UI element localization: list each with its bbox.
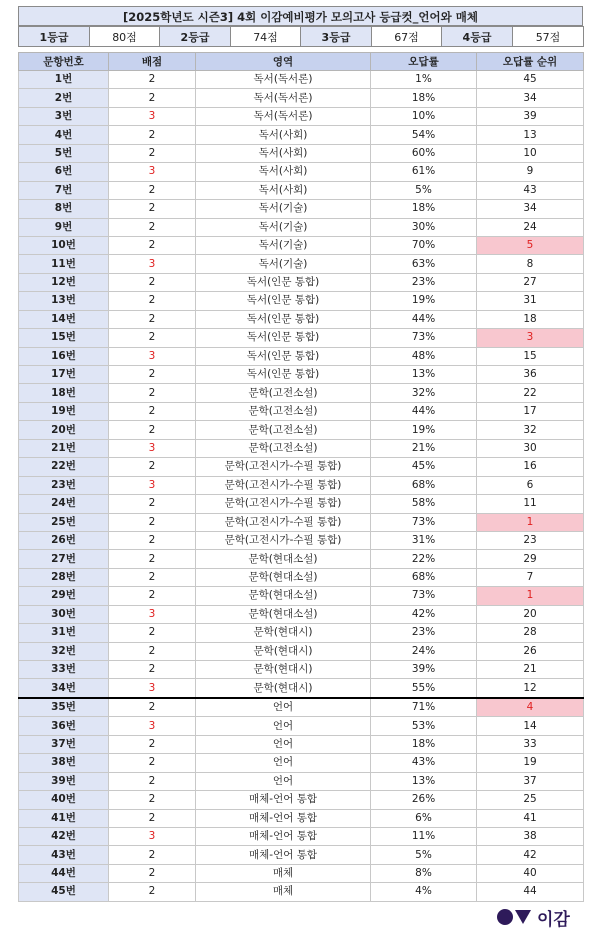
error-rate: 18% bbox=[371, 200, 477, 218]
points: 2 bbox=[109, 642, 196, 660]
points: 3 bbox=[109, 717, 196, 735]
error-rank: 34 bbox=[477, 200, 584, 218]
points: 2 bbox=[109, 144, 196, 162]
question-number: 26번 bbox=[19, 531, 109, 549]
error-rank: 4 bbox=[477, 698, 584, 717]
table-row bbox=[19, 236, 584, 254]
error-rank: 44 bbox=[477, 883, 584, 901]
error-rank: 38 bbox=[477, 827, 584, 845]
table-row bbox=[19, 550, 584, 568]
logo-circle-icon bbox=[497, 909, 513, 925]
table-row bbox=[19, 458, 584, 476]
area: 매체-언어 통합 bbox=[196, 791, 371, 809]
question-number: 33번 bbox=[19, 661, 109, 679]
grade-cut-row bbox=[19, 27, 584, 47]
error-rate: 43% bbox=[371, 754, 477, 772]
error-rate: 8% bbox=[371, 864, 477, 882]
question-number: 23번 bbox=[19, 476, 109, 494]
grade-1-label: 1등급 bbox=[19, 27, 90, 47]
question-number: 44번 bbox=[19, 864, 109, 882]
question-number: 6번 bbox=[19, 163, 109, 181]
logo-text: 이감 bbox=[537, 909, 570, 930]
points: 2 bbox=[109, 550, 196, 568]
question-number: 5번 bbox=[19, 144, 109, 162]
error-rank: 14 bbox=[477, 717, 584, 735]
area: 문학(고전시가-수필 통합) bbox=[196, 495, 371, 513]
area: 매체 bbox=[196, 883, 371, 901]
error-rate: 10% bbox=[371, 107, 477, 125]
table-row bbox=[19, 273, 584, 291]
table-row bbox=[19, 255, 584, 273]
table-row bbox=[19, 568, 584, 586]
error-rate: 18% bbox=[371, 735, 477, 753]
area: 문학(고전시가-수필 통합) bbox=[196, 458, 371, 476]
grade-4-score: 57점 bbox=[513, 27, 584, 47]
error-rank: 37 bbox=[477, 772, 584, 790]
error-rank: 15 bbox=[477, 347, 584, 365]
points: 2 bbox=[109, 883, 196, 901]
question-number: 45번 bbox=[19, 883, 109, 901]
area: 매체 bbox=[196, 864, 371, 882]
area: 독서(기술) bbox=[196, 200, 371, 218]
error-rate: 73% bbox=[371, 513, 477, 531]
question-number: 22번 bbox=[19, 458, 109, 476]
points: 2 bbox=[109, 754, 196, 772]
grade-3-score: 67점 bbox=[372, 27, 442, 47]
table-row bbox=[19, 218, 584, 236]
error-rate: 54% bbox=[371, 126, 477, 144]
header-points: 배점 bbox=[109, 53, 196, 71]
error-rate: 18% bbox=[371, 89, 477, 107]
error-rank: 18 bbox=[477, 310, 584, 328]
question-number: 14번 bbox=[19, 310, 109, 328]
table-row bbox=[19, 126, 584, 144]
table-header-row bbox=[19, 53, 584, 71]
question-number: 10번 bbox=[19, 236, 109, 254]
error-rank: 39 bbox=[477, 107, 584, 125]
question-number: 7번 bbox=[19, 181, 109, 199]
points: 3 bbox=[109, 476, 196, 494]
table-row bbox=[19, 310, 584, 328]
question-number: 8번 bbox=[19, 200, 109, 218]
error-rank: 3 bbox=[477, 329, 584, 347]
table-row bbox=[19, 531, 584, 549]
points: 2 bbox=[109, 513, 196, 531]
area: 문학(고전시가-수필 통합) bbox=[196, 513, 371, 531]
error-rate: 5% bbox=[371, 846, 477, 864]
error-rate: 44% bbox=[371, 310, 477, 328]
error-rate: 73% bbox=[371, 587, 477, 605]
error-rank: 29 bbox=[477, 550, 584, 568]
question-number: 25번 bbox=[19, 513, 109, 531]
error-rate: 6% bbox=[371, 809, 477, 827]
points: 2 bbox=[109, 292, 196, 310]
area: 문학(고전소설) bbox=[196, 439, 371, 457]
error-rate: 32% bbox=[371, 384, 477, 402]
area: 독서(사회) bbox=[196, 181, 371, 199]
points: 3 bbox=[109, 347, 196, 365]
area: 문학(현대소설) bbox=[196, 587, 371, 605]
area: 독서(독서론) bbox=[196, 89, 371, 107]
area: 매체-언어 통합 bbox=[196, 809, 371, 827]
error-rate: 13% bbox=[371, 366, 477, 384]
error-rank: 1 bbox=[477, 513, 584, 531]
table-row bbox=[19, 107, 584, 125]
error-rate: 5% bbox=[371, 181, 477, 199]
points: 2 bbox=[109, 329, 196, 347]
error-rank: 20 bbox=[477, 605, 584, 623]
question-number: 36번 bbox=[19, 717, 109, 735]
question-number: 34번 bbox=[19, 679, 109, 698]
question-number: 19번 bbox=[19, 402, 109, 420]
area: 언어 bbox=[196, 772, 371, 790]
question-number: 37번 bbox=[19, 735, 109, 753]
area: 매체-언어 통합 bbox=[196, 846, 371, 864]
error-rate: 48% bbox=[371, 347, 477, 365]
points: 2 bbox=[109, 531, 196, 549]
error-rank: 45 bbox=[477, 71, 584, 89]
question-number: 39번 bbox=[19, 772, 109, 790]
error-rank: 5 bbox=[477, 236, 584, 254]
error-rate: 71% bbox=[371, 698, 477, 717]
question-number: 18번 bbox=[19, 384, 109, 402]
table-row bbox=[19, 476, 584, 494]
table-row bbox=[19, 735, 584, 753]
area: 문학(현대시) bbox=[196, 661, 371, 679]
error-rank: 21 bbox=[477, 661, 584, 679]
question-rows bbox=[19, 71, 584, 902]
points: 2 bbox=[109, 458, 196, 476]
error-rank: 23 bbox=[477, 531, 584, 549]
error-rate: 42% bbox=[371, 605, 477, 623]
table-row bbox=[19, 347, 584, 365]
points: 2 bbox=[109, 218, 196, 236]
table-row bbox=[19, 513, 584, 531]
error-rank: 10 bbox=[477, 144, 584, 162]
table-row bbox=[19, 292, 584, 310]
table-row bbox=[19, 329, 584, 347]
points: 3 bbox=[109, 605, 196, 623]
header-error-rank: 오답률 순위 bbox=[477, 53, 584, 71]
table-row bbox=[19, 144, 584, 162]
error-rank: 11 bbox=[477, 495, 584, 513]
error-rate: 61% bbox=[371, 163, 477, 181]
table-row bbox=[19, 439, 584, 457]
area: 언어 bbox=[196, 717, 371, 735]
points: 2 bbox=[109, 402, 196, 420]
error-rate: 44% bbox=[371, 402, 477, 420]
report-title: [2025학년도 시즌3] 4회 이감예비평가 모의고사 등급컷_언어와 매체 bbox=[18, 6, 583, 26]
question-number: 31번 bbox=[19, 624, 109, 642]
error-rank: 6 bbox=[477, 476, 584, 494]
error-rank: 26 bbox=[477, 642, 584, 660]
area: 언어 bbox=[196, 735, 371, 753]
area: 독서(기술) bbox=[196, 255, 371, 273]
grade-2-label: 2등급 bbox=[160, 27, 231, 47]
error-rate: 19% bbox=[371, 292, 477, 310]
area: 독서(기술) bbox=[196, 236, 371, 254]
grade-cut-table bbox=[18, 26, 584, 47]
question-number: 28번 bbox=[19, 568, 109, 586]
area: 문학(현대시) bbox=[196, 642, 371, 660]
question-number: 38번 bbox=[19, 754, 109, 772]
area: 문학(현대시) bbox=[196, 679, 371, 698]
error-rank: 42 bbox=[477, 846, 584, 864]
question-number: 3번 bbox=[19, 107, 109, 125]
grade-4-label: 4등급 bbox=[442, 27, 513, 47]
area: 독서(인문 통합) bbox=[196, 329, 371, 347]
table-row bbox=[19, 772, 584, 790]
error-rank: 32 bbox=[477, 421, 584, 439]
points: 2 bbox=[109, 698, 196, 717]
question-number: 13번 bbox=[19, 292, 109, 310]
question-number: 43번 bbox=[19, 846, 109, 864]
points: 2 bbox=[109, 200, 196, 218]
error-rate: 70% bbox=[371, 236, 477, 254]
logo-triangle-icon bbox=[515, 910, 531, 924]
grade-2-score: 74점 bbox=[231, 27, 301, 47]
points: 2 bbox=[109, 846, 196, 864]
error-rate: 24% bbox=[371, 642, 477, 660]
area: 독서(독서론) bbox=[196, 71, 371, 89]
question-number: 4번 bbox=[19, 126, 109, 144]
error-rate: 55% bbox=[371, 679, 477, 698]
table-row bbox=[19, 605, 584, 623]
error-rank: 8 bbox=[477, 255, 584, 273]
table-row bbox=[19, 366, 584, 384]
error-rank: 43 bbox=[477, 181, 584, 199]
points: 2 bbox=[109, 273, 196, 291]
question-number: 27번 bbox=[19, 550, 109, 568]
points: 2 bbox=[109, 791, 196, 809]
table-row bbox=[19, 642, 584, 660]
points: 3 bbox=[109, 679, 196, 698]
igam-logo bbox=[497, 905, 570, 929]
error-rank: 36 bbox=[477, 366, 584, 384]
question-number: 42번 bbox=[19, 827, 109, 845]
error-rate: 60% bbox=[371, 144, 477, 162]
error-rank: 16 bbox=[477, 458, 584, 476]
error-rank: 41 bbox=[477, 809, 584, 827]
table-row bbox=[19, 421, 584, 439]
error-rank: 9 bbox=[477, 163, 584, 181]
table-row bbox=[19, 624, 584, 642]
error-rank: 7 bbox=[477, 568, 584, 586]
error-rate: 19% bbox=[371, 421, 477, 439]
error-rank: 22 bbox=[477, 384, 584, 402]
area: 매체-언어 통합 bbox=[196, 827, 371, 845]
question-number: 41번 bbox=[19, 809, 109, 827]
question-number: 15번 bbox=[19, 329, 109, 347]
points: 2 bbox=[109, 772, 196, 790]
error-rank: 19 bbox=[477, 754, 584, 772]
question-number: 35번 bbox=[19, 698, 109, 717]
question-number: 20번 bbox=[19, 421, 109, 439]
table-row bbox=[19, 200, 584, 218]
error-rank: 28 bbox=[477, 624, 584, 642]
error-rate: 31% bbox=[371, 531, 477, 549]
error-rank: 27 bbox=[477, 273, 584, 291]
error-rate: 13% bbox=[371, 772, 477, 790]
area: 독서(기술) bbox=[196, 218, 371, 236]
header-error-rate: 오답률 bbox=[371, 53, 477, 71]
area: 독서(사회) bbox=[196, 126, 371, 144]
question-number: 17번 bbox=[19, 366, 109, 384]
points: 2 bbox=[109, 809, 196, 827]
error-rank: 1 bbox=[477, 587, 584, 605]
grade-3-label: 3등급 bbox=[301, 27, 372, 47]
points: 2 bbox=[109, 126, 196, 144]
question-table bbox=[18, 52, 584, 902]
area: 언어 bbox=[196, 698, 371, 717]
question-number: 11번 bbox=[19, 255, 109, 273]
table-row bbox=[19, 846, 584, 864]
question-number: 9번 bbox=[19, 218, 109, 236]
table-row bbox=[19, 402, 584, 420]
table-row bbox=[19, 809, 584, 827]
area: 독서(독서론) bbox=[196, 107, 371, 125]
table-row bbox=[19, 883, 584, 901]
points: 3 bbox=[109, 255, 196, 273]
report bbox=[18, 6, 583, 902]
error-rate: 73% bbox=[371, 329, 477, 347]
error-rate: 68% bbox=[371, 568, 477, 586]
error-rank: 40 bbox=[477, 864, 584, 882]
area: 문학(고전시가-수필 통합) bbox=[196, 531, 371, 549]
table-row bbox=[19, 163, 584, 181]
points: 2 bbox=[109, 181, 196, 199]
points: 2 bbox=[109, 384, 196, 402]
error-rank: 25 bbox=[477, 791, 584, 809]
points: 3 bbox=[109, 163, 196, 181]
points: 2 bbox=[109, 495, 196, 513]
question-number: 40번 bbox=[19, 791, 109, 809]
points: 2 bbox=[109, 236, 196, 254]
area: 문학(현대시) bbox=[196, 624, 371, 642]
table-row bbox=[19, 181, 584, 199]
error-rate: 30% bbox=[371, 218, 477, 236]
table-row bbox=[19, 864, 584, 882]
error-rate: 23% bbox=[371, 624, 477, 642]
area: 문학(현대소설) bbox=[196, 605, 371, 623]
table-row bbox=[19, 587, 584, 605]
points: 2 bbox=[109, 421, 196, 439]
table-row bbox=[19, 661, 584, 679]
points: 2 bbox=[109, 735, 196, 753]
error-rate: 1% bbox=[371, 71, 477, 89]
error-rank: 31 bbox=[477, 292, 584, 310]
error-rank: 13 bbox=[477, 126, 584, 144]
area: 독서(인문 통합) bbox=[196, 292, 371, 310]
question-number: 16번 bbox=[19, 347, 109, 365]
area: 독서(사회) bbox=[196, 163, 371, 181]
header-question-no: 문항번호 bbox=[19, 53, 109, 71]
error-rank: 24 bbox=[477, 218, 584, 236]
table-row bbox=[19, 717, 584, 735]
error-rate: 63% bbox=[371, 255, 477, 273]
points: 2 bbox=[109, 89, 196, 107]
question-number: 32번 bbox=[19, 642, 109, 660]
area: 독서(인문 통합) bbox=[196, 347, 371, 365]
error-rank: 30 bbox=[477, 439, 584, 457]
error-rate: 21% bbox=[371, 439, 477, 457]
area: 문학(고전소설) bbox=[196, 421, 371, 439]
points: 2 bbox=[109, 864, 196, 882]
error-rate: 11% bbox=[371, 827, 477, 845]
question-number: 1번 bbox=[19, 71, 109, 89]
area: 독서(인문 통합) bbox=[196, 273, 371, 291]
error-rank: 34 bbox=[477, 89, 584, 107]
area: 언어 bbox=[196, 754, 371, 772]
question-number: 24번 bbox=[19, 495, 109, 513]
points: 2 bbox=[109, 366, 196, 384]
question-number: 2번 bbox=[19, 89, 109, 107]
error-rate: 45% bbox=[371, 458, 477, 476]
error-rate: 53% bbox=[371, 717, 477, 735]
points: 2 bbox=[109, 568, 196, 586]
points: 2 bbox=[109, 310, 196, 328]
error-rate: 39% bbox=[371, 661, 477, 679]
area: 문학(고전소설) bbox=[196, 384, 371, 402]
area: 독서(사회) bbox=[196, 144, 371, 162]
area: 문학(현대소설) bbox=[196, 550, 371, 568]
points: 2 bbox=[109, 661, 196, 679]
error-rate: 4% bbox=[371, 883, 477, 901]
error-rank: 12 bbox=[477, 679, 584, 698]
area: 문학(현대소설) bbox=[196, 568, 371, 586]
area: 문학(고전소설) bbox=[196, 402, 371, 420]
question-number: 30번 bbox=[19, 605, 109, 623]
points: 2 bbox=[109, 624, 196, 642]
area: 문학(고전시가-수필 통합) bbox=[196, 476, 371, 494]
points: 3 bbox=[109, 827, 196, 845]
table-row bbox=[19, 754, 584, 772]
table-row bbox=[19, 384, 584, 402]
error-rate: 26% bbox=[371, 791, 477, 809]
error-rate: 58% bbox=[371, 495, 477, 513]
area: 독서(인문 통합) bbox=[196, 310, 371, 328]
table-row bbox=[19, 71, 584, 89]
error-rate: 23% bbox=[371, 273, 477, 291]
points: 3 bbox=[109, 439, 196, 457]
question-number: 21번 bbox=[19, 439, 109, 457]
table-row bbox=[19, 679, 584, 698]
table-row bbox=[19, 89, 584, 107]
points: 3 bbox=[109, 107, 196, 125]
grade-1-score: 80점 bbox=[90, 27, 160, 47]
error-rank: 17 bbox=[477, 402, 584, 420]
question-number: 12번 bbox=[19, 273, 109, 291]
error-rate: 22% bbox=[371, 550, 477, 568]
points: 2 bbox=[109, 587, 196, 605]
error-rank: 33 bbox=[477, 735, 584, 753]
points: 2 bbox=[109, 71, 196, 89]
table-row bbox=[19, 698, 584, 717]
table-row bbox=[19, 495, 584, 513]
header-area: 영역 bbox=[196, 53, 371, 71]
area: 독서(인문 통합) bbox=[196, 366, 371, 384]
table-row bbox=[19, 827, 584, 845]
question-number: 29번 bbox=[19, 587, 109, 605]
table-row bbox=[19, 791, 584, 809]
error-rate: 68% bbox=[371, 476, 477, 494]
